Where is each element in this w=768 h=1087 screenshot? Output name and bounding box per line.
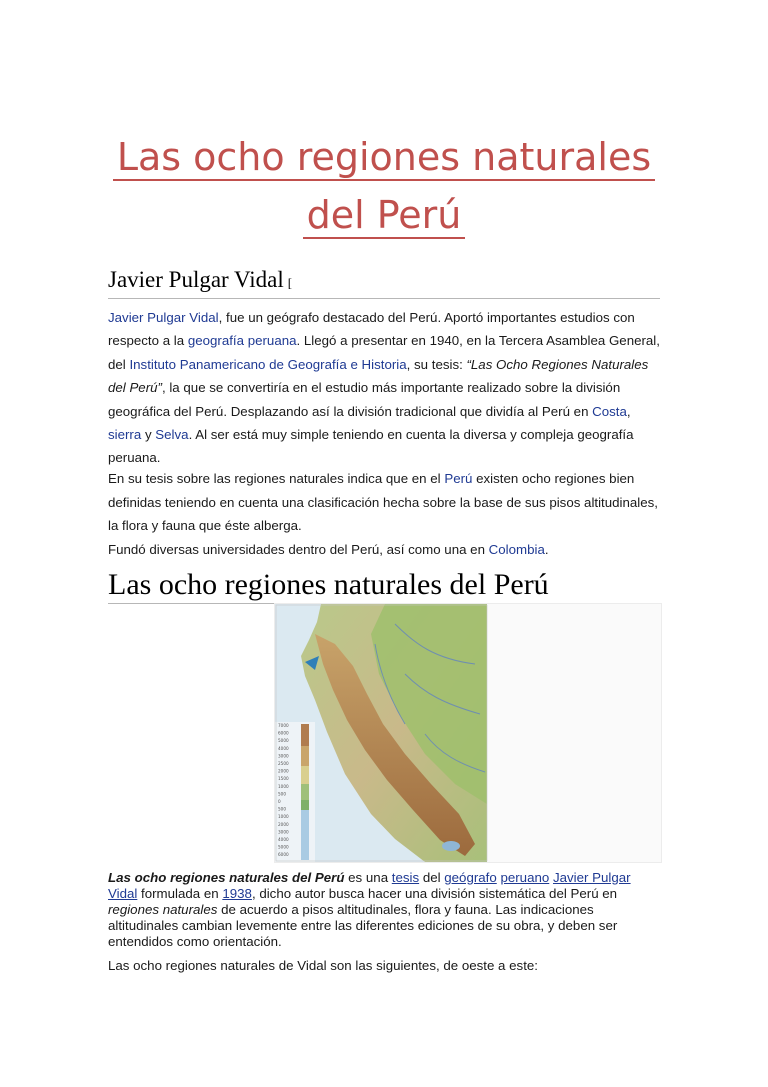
text: En su tesis sobre las regiones naturales indica que en el [108,471,445,486]
section-heading-author [108,265,660,299]
map-legend-label: 7000 [278,723,289,728]
map-legend-label: 1000 [278,783,289,789]
text: , dicho autor busca hacer una división sistemática del Perú en [251,886,618,901]
text: y [141,427,156,443]
heading-text: Javier Pulgar Vidal [108,267,284,292]
text: . Al ser está muy simple teniendo en cuenta la diversa y compleja geografía peruana. [108,427,634,466]
text: , su tesis: [406,356,467,372]
map-legend-label: 2000 [278,768,289,774]
link-sierra[interactable]: sierra [108,427,142,443]
title-line-2: del Perú [303,193,466,239]
link-1938[interactable]: 1938 [222,886,252,901]
text: . Llegó a presentar en 1940, en la Tercera Asamblea General, del [108,333,660,372]
map-legend-label: 3000 [278,829,289,835]
text: del [419,870,445,885]
link-peru[interactable]: Perú [444,471,473,486]
map-legend-label: 1000 [278,814,289,820]
map-legend-label: 0 [278,799,281,804]
map-legend-label: 4000 [278,745,289,751]
map-legend-label: 6000 [278,852,289,858]
link-geografia-peruana[interactable]: geografía peruana [187,333,297,349]
paragraph-list-intro: Las ocho regiones naturales de Vidal son las siguientes, de oeste a este: [108,958,538,973]
text: formulada en [137,886,223,901]
text: , la que se convertiría en el estudio más importante realizado sobre la división geográfica del Perú. Desplazando así la división tradicional que dividía al Perú en [108,380,621,419]
map-legend-label: 1500 [278,776,289,782]
regiones-naturales-italic: regiones naturales [108,902,218,917]
map-legend-label: 500 [278,806,286,812]
peru-map-image [275,604,661,862]
text: . [544,542,549,557]
map-legend-label: 4000 [278,837,289,842]
map-legend-label: 3000 [278,753,289,759]
map-legend-label: 2500 [278,761,289,766]
text: Fundó diversas universidades dentro del Perú, así como una en [108,542,489,557]
regions-title-bold: Las ocho regiones naturales del Perú [108,870,345,885]
heading-bracket: [ [287,275,293,290]
map-legend-label: 5000 [278,738,289,744]
link-author[interactable]: Javier Pulgar Vidal [108,310,219,325]
text: , fue un geógrafo destacado del Perú. Aportó importantes estudios con respecto a la [108,310,635,349]
link-selva[interactable]: Selva [155,427,189,443]
map-legend-label: 6000 [278,730,289,736]
text: existen ocho regiones bien definidas teniendo en cuenta una clasificación hecha sobre la base de sus pisos altitudinales, la flora y fauna que éste alberga. [108,471,658,534]
link-geografo[interactable]: geógrafo [444,870,497,885]
text: , [626,403,631,419]
paragraph-thesis [108,467,660,538]
paragraph-biography [108,306,660,470]
map-legend-label: 2000 [278,821,289,827]
link-colombia[interactable]: Colombia [488,542,545,557]
text: de acuerdo a pisos altitudinales, flora y fauna. Las indicaciones altitudinales cambian levemente entre las diferentes ediciones de su obra, y deben ser entendidos como orientación. [108,902,618,949]
paragraph-regions-intro [108,870,660,950]
map-legend-label: 5000 [278,844,289,850]
thesis-title: “Las Ocho Regiones Naturales del Perú” [108,356,649,396]
map-legend-label: 500 [278,791,286,797]
link-peruano[interactable]: peruano [500,870,550,885]
link-instituto[interactable]: Instituto Panamericano de Geografía e Historia [129,356,407,372]
text: es una [344,870,392,885]
peru-relief-map [274,603,662,863]
link-tesis[interactable]: tesis [391,870,420,885]
title-line-1: Las ocho regiones naturales [113,135,655,181]
link-costa[interactable]: Costa [592,403,627,419]
link-author-2[interactable]: Javier Pulgar Vidal [108,870,631,901]
paragraph-universities [108,539,660,561]
section-heading-regions: Las ocho regiones naturales del Perú [108,567,660,604]
document-title [110,128,658,244]
